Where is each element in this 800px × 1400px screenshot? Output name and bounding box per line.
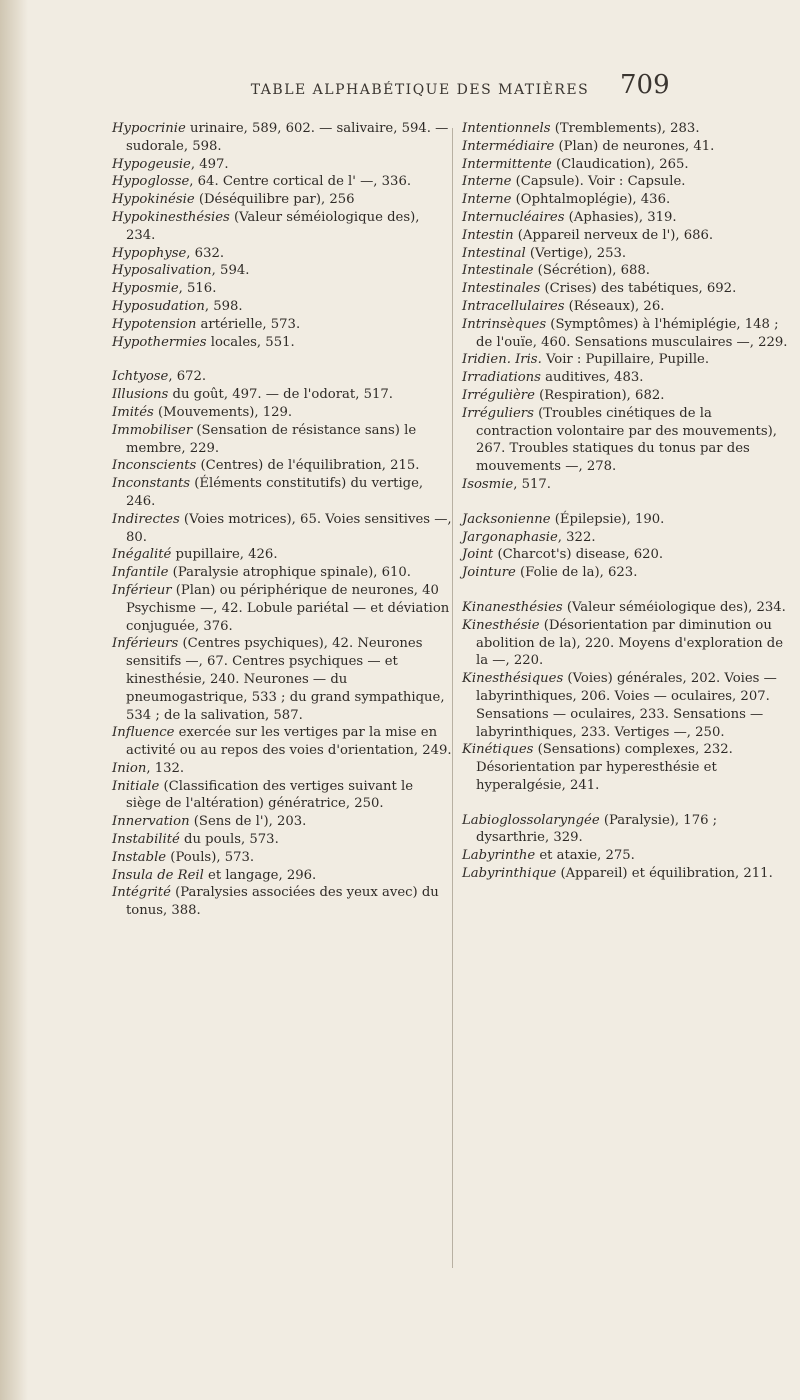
index-term: Inférieurs (112, 636, 179, 652)
index-term: Hyposmie (112, 281, 179, 297)
index-references: (Mouvements), 129. (153, 404, 293, 420)
index-entry (112, 298, 452, 316)
column-divider (452, 128, 453, 1268)
index-entry (462, 138, 792, 156)
index-term: Jargonaphasie (462, 529, 558, 545)
index-term: Interne (462, 174, 512, 190)
index-entry (462, 847, 792, 865)
index-references: , 672. (168, 369, 207, 385)
index-references: , 64. Centre cortical de l' —, 336. (189, 174, 412, 190)
index-term: Labyrinthique (462, 866, 557, 882)
index-references: (Valeur séméiologique des), 234. (126, 209, 420, 243)
index-references: , 497. (190, 156, 229, 172)
index-references: , 632. (186, 245, 225, 261)
index-entry (112, 635, 452, 724)
index-references: , 322. (557, 529, 596, 545)
index-entry (462, 227, 792, 245)
index-term: Intrinsèques (462, 316, 547, 332)
index-entry (112, 582, 452, 635)
index-term: Intégrité (112, 885, 171, 901)
index-entry (462, 529, 792, 547)
index-references: (Folie de la), 623. (515, 565, 638, 581)
index-references: (Voies motrices), 65. Voies sensitives —, 80. (126, 511, 452, 545)
index-references: et ataxie, 275. (535, 848, 635, 864)
index-references: (Claudication), 265. (551, 156, 689, 172)
page-number: 709 (620, 70, 670, 100)
index-term: Labyrinthe (462, 848, 536, 864)
index-references: du goût, 497. — de l'odorat, 517. (168, 387, 393, 403)
index-entry (462, 209, 792, 227)
index-references: , 517. (513, 476, 551, 492)
index-references: (Charcot's) disease, 620. (493, 547, 664, 563)
index-term: Kinesthésie (462, 617, 540, 633)
index-term: Illusions (112, 387, 169, 403)
index-references: urinaire, 589, 602. — salivaire, 594. — sudorale, 598. (126, 121, 449, 154)
index-term: Inférieur (112, 582, 172, 598)
index-term: Inion (112, 760, 147, 776)
index-term: Infantile (112, 565, 169, 581)
index-term: Hypokinesthésies (112, 209, 230, 225)
index-term: Instable (112, 849, 167, 865)
index-term: Intermittente (462, 156, 552, 172)
index-references: (Troubles cinétiques de la contraction volontaire par des mouvements), 267. Troubles statiques du tonus par des mouvements —, 278. (476, 405, 777, 475)
index-entry (462, 564, 792, 582)
index-references: du pouls, 573. (179, 832, 279, 848)
index-term: Isosmie (462, 476, 514, 492)
index-entry (462, 599, 792, 617)
index-term: Hypogeusie (112, 156, 191, 172)
index-references: (Voies) générales, 202. Voies — labyrinthiques, 206. Voies — oculaires, 207. Sensations — oculaires, 233. Sensations — labyrinthiques, 233. Vertiges —, 250. (476, 671, 777, 740)
index-entry (112, 884, 452, 920)
index-term: Inconstants (112, 476, 191, 492)
index-references: (Respiration), 682. (534, 387, 665, 403)
index-references: (Paralysie atrophique spinale), 610. (168, 565, 411, 581)
index-entry (462, 546, 792, 564)
index-term: Iridien. Iris. (462, 352, 542, 368)
index-term: Intracellulaires (462, 298, 565, 314)
index-term: Hyposalivation (112, 263, 212, 279)
index-term: Jointure (462, 565, 516, 581)
index-term: Inégalité (112, 547, 172, 563)
section-gap (462, 494, 792, 511)
index-term: Intermédiaire (462, 138, 555, 154)
index-term: Jacksonienne (462, 511, 551, 527)
index-term: Internucléaires (462, 209, 565, 225)
index-references: , 132. (146, 760, 185, 776)
index-entry (462, 670, 792, 741)
index-references: (Centres psychiques), 42. Neurones sensitifs —, 67. Centres psychiques — et kinesthésie, 240. Neurones — du pneumogastrique, 533 ; du grand sympathique, 534 ; de la salivation, 587. (126, 636, 445, 723)
index-term: Kinesthésiques (462, 671, 564, 687)
section-gap (462, 795, 792, 812)
index-references: exercée sur les vertiges par la mise en activité ou au repos des voies d'orientation, 249. (126, 725, 452, 759)
index-entry (112, 386, 452, 404)
index-term: Labioglossolaryngée (462, 812, 600, 828)
index-entry (112, 849, 452, 867)
index-entry (112, 546, 452, 564)
index-references: (Déséquilibre par), 256 (194, 192, 355, 208)
index-entry (462, 173, 792, 191)
index-references: (Crises) des tabétiques, 692. (540, 281, 737, 297)
index-entry (112, 334, 452, 352)
index-entry (462, 369, 792, 387)
index-entry (462, 812, 792, 848)
index-references: (Tremblements), 283. (550, 121, 700, 136)
index-references: (Aphasies), 319. (564, 209, 677, 225)
index-entry (462, 617, 792, 670)
index-entry (462, 476, 792, 494)
index-term: Interne (462, 192, 512, 208)
index-term: Intestinal (462, 245, 526, 261)
index-references: (Appareil nerveux de l'), 686. (513, 227, 714, 243)
section-gap (462, 582, 792, 599)
index-entry (462, 298, 792, 316)
index-entry (462, 316, 792, 352)
index-references: (Réseaux), 26. (564, 298, 665, 314)
index-entry (462, 741, 792, 794)
index-term: Hypothermies (112, 334, 207, 350)
index-references: (Capsule). Voir : Capsule. (511, 174, 686, 190)
index-entry (462, 280, 792, 298)
index-term: Influence (112, 725, 175, 741)
index-references: , 516. (178, 281, 217, 297)
index-entry (112, 422, 452, 458)
index-term: Inconscients (112, 458, 197, 474)
index-entry (112, 831, 452, 849)
index-entry (112, 760, 452, 778)
index-term: Intentionnels (462, 121, 551, 136)
running-header: TABLE ALPHABÉTIQUE DES MATIÈRES (250, 82, 590, 98)
index-term: Immobiliser (112, 422, 193, 438)
index-references: et langage, 296. (203, 867, 317, 883)
index-entry (112, 120, 452, 156)
index-entry (462, 351, 792, 369)
index-term: Insula de Reil (112, 867, 204, 883)
index-references: (Ophtalmoplégie), 436. (511, 192, 671, 208)
index-entry (112, 316, 452, 334)
index-references: (Pouls), 573. (166, 849, 255, 865)
index-references: Voir : Pupillaire, Pupille. (541, 352, 710, 368)
index-term: Hypocrinie (112, 121, 186, 136)
index-entry (462, 405, 792, 476)
index-references: (Paralysie), 176 ; dysarthrie, 329. (476, 812, 718, 846)
index-column-left (112, 120, 452, 920)
index-term: Hyposudation (112, 298, 205, 314)
index-entry (112, 209, 452, 245)
index-entry (112, 457, 452, 475)
index-references: (Plan) ou périphérique de neurones, 40 Psychisme —, 42. Lobule pariétal — et déviation conjuguée, 376. (126, 582, 450, 634)
index-entry (112, 173, 452, 191)
index-entry (462, 245, 792, 263)
index-references: (Épilepsie), 190. (550, 511, 665, 527)
index-references: , 594. (211, 263, 250, 279)
index-term: Intestin (462, 227, 514, 243)
index-references: (Paralysies associées des yeux avec) du tonus, 388. (126, 885, 439, 919)
index-term: Hypotension (112, 316, 197, 332)
index-entry (112, 813, 452, 831)
index-term: Irrégulière (462, 387, 535, 403)
index-term: Irradiations (462, 370, 541, 386)
index-term: Imités (112, 404, 154, 420)
index-term: Kinanesthésies (462, 599, 563, 615)
index-term: Ichtyose (112, 369, 169, 385)
index-entry (112, 404, 452, 422)
index-entry (462, 262, 792, 280)
index-term: Innervation (112, 814, 190, 830)
index-entry (462, 191, 792, 209)
index-references: (Valeur séméiologique des), 234. (562, 599, 786, 615)
index-entry (462, 387, 792, 405)
index-references: locales, 551. (206, 334, 295, 350)
index-entry (112, 368, 452, 386)
index-references: , 598. (204, 298, 243, 314)
index-references: (Sensations) complexes, 232. Désorientation par hyperesthésie et hyperalgésie, 241. (476, 742, 733, 793)
index-entry (112, 564, 452, 582)
index-entry (112, 280, 452, 298)
index-references: (Plan) de neurones, 41. (554, 138, 715, 154)
index-term: Hypophyse (112, 245, 187, 261)
index-references: auditives, 483. (540, 370, 644, 386)
index-term: Intestinale (462, 263, 534, 279)
index-term: Initiale (112, 778, 160, 794)
index-references: (Éléments constitutifs) du vertige, 246. (126, 476, 424, 509)
index-references: (Symptômes) à l'hémiplégie, 148 ; de l'ouïe, 460. Sensations musculaires —, 229. (476, 316, 788, 350)
index-term: Kinétiques (462, 742, 534, 758)
index-term: Intestinales (462, 281, 541, 297)
index-entry (112, 156, 452, 174)
index-references: (Centres) de l'équilibration, 215. (196, 458, 420, 474)
page-binding-edge (0, 0, 28, 1400)
index-references: (Appareil) et équilibration, 211. (556, 866, 773, 882)
index-term: Indirectes (112, 511, 180, 527)
index-references: (Sens de l'), 203. (189, 814, 307, 830)
index-entry (112, 262, 452, 280)
index-references: (Vertige), 253. (525, 245, 627, 261)
index-entry (462, 156, 792, 174)
index-entry (462, 511, 792, 529)
index-entry (112, 867, 452, 885)
index-term: Hypokinésie (112, 192, 195, 208)
index-references: (Sensation de résistance sans) le membre, 229. (126, 422, 417, 456)
index-references: (Classification des vertiges suivant le siège de l'altération) génératrice, 250. (126, 778, 414, 812)
index-term: Joint (462, 547, 494, 563)
index-references: (Sécrétion), 688. (533, 263, 650, 279)
index-entry (112, 724, 452, 760)
index-term: Irréguliers (462, 405, 534, 421)
index-term: Instabilité (112, 832, 180, 848)
index-entry (112, 191, 452, 209)
index-references: artérielle, 573. (196, 316, 301, 332)
section-gap (112, 351, 452, 368)
index-references: pupillaire, 426. (171, 547, 278, 563)
index-entry (462, 865, 792, 883)
index-entry (112, 511, 452, 547)
index-references: (Désorientation par diminution ou abolition de la), 220. Moyens d'exploration de la —, 220. (476, 617, 784, 669)
index-entry (462, 120, 792, 138)
index-entry (112, 245, 452, 263)
index-column-right (462, 120, 792, 883)
index-term: Hypoglosse (112, 174, 190, 190)
index-entry (112, 778, 452, 814)
index-entry (112, 475, 452, 511)
